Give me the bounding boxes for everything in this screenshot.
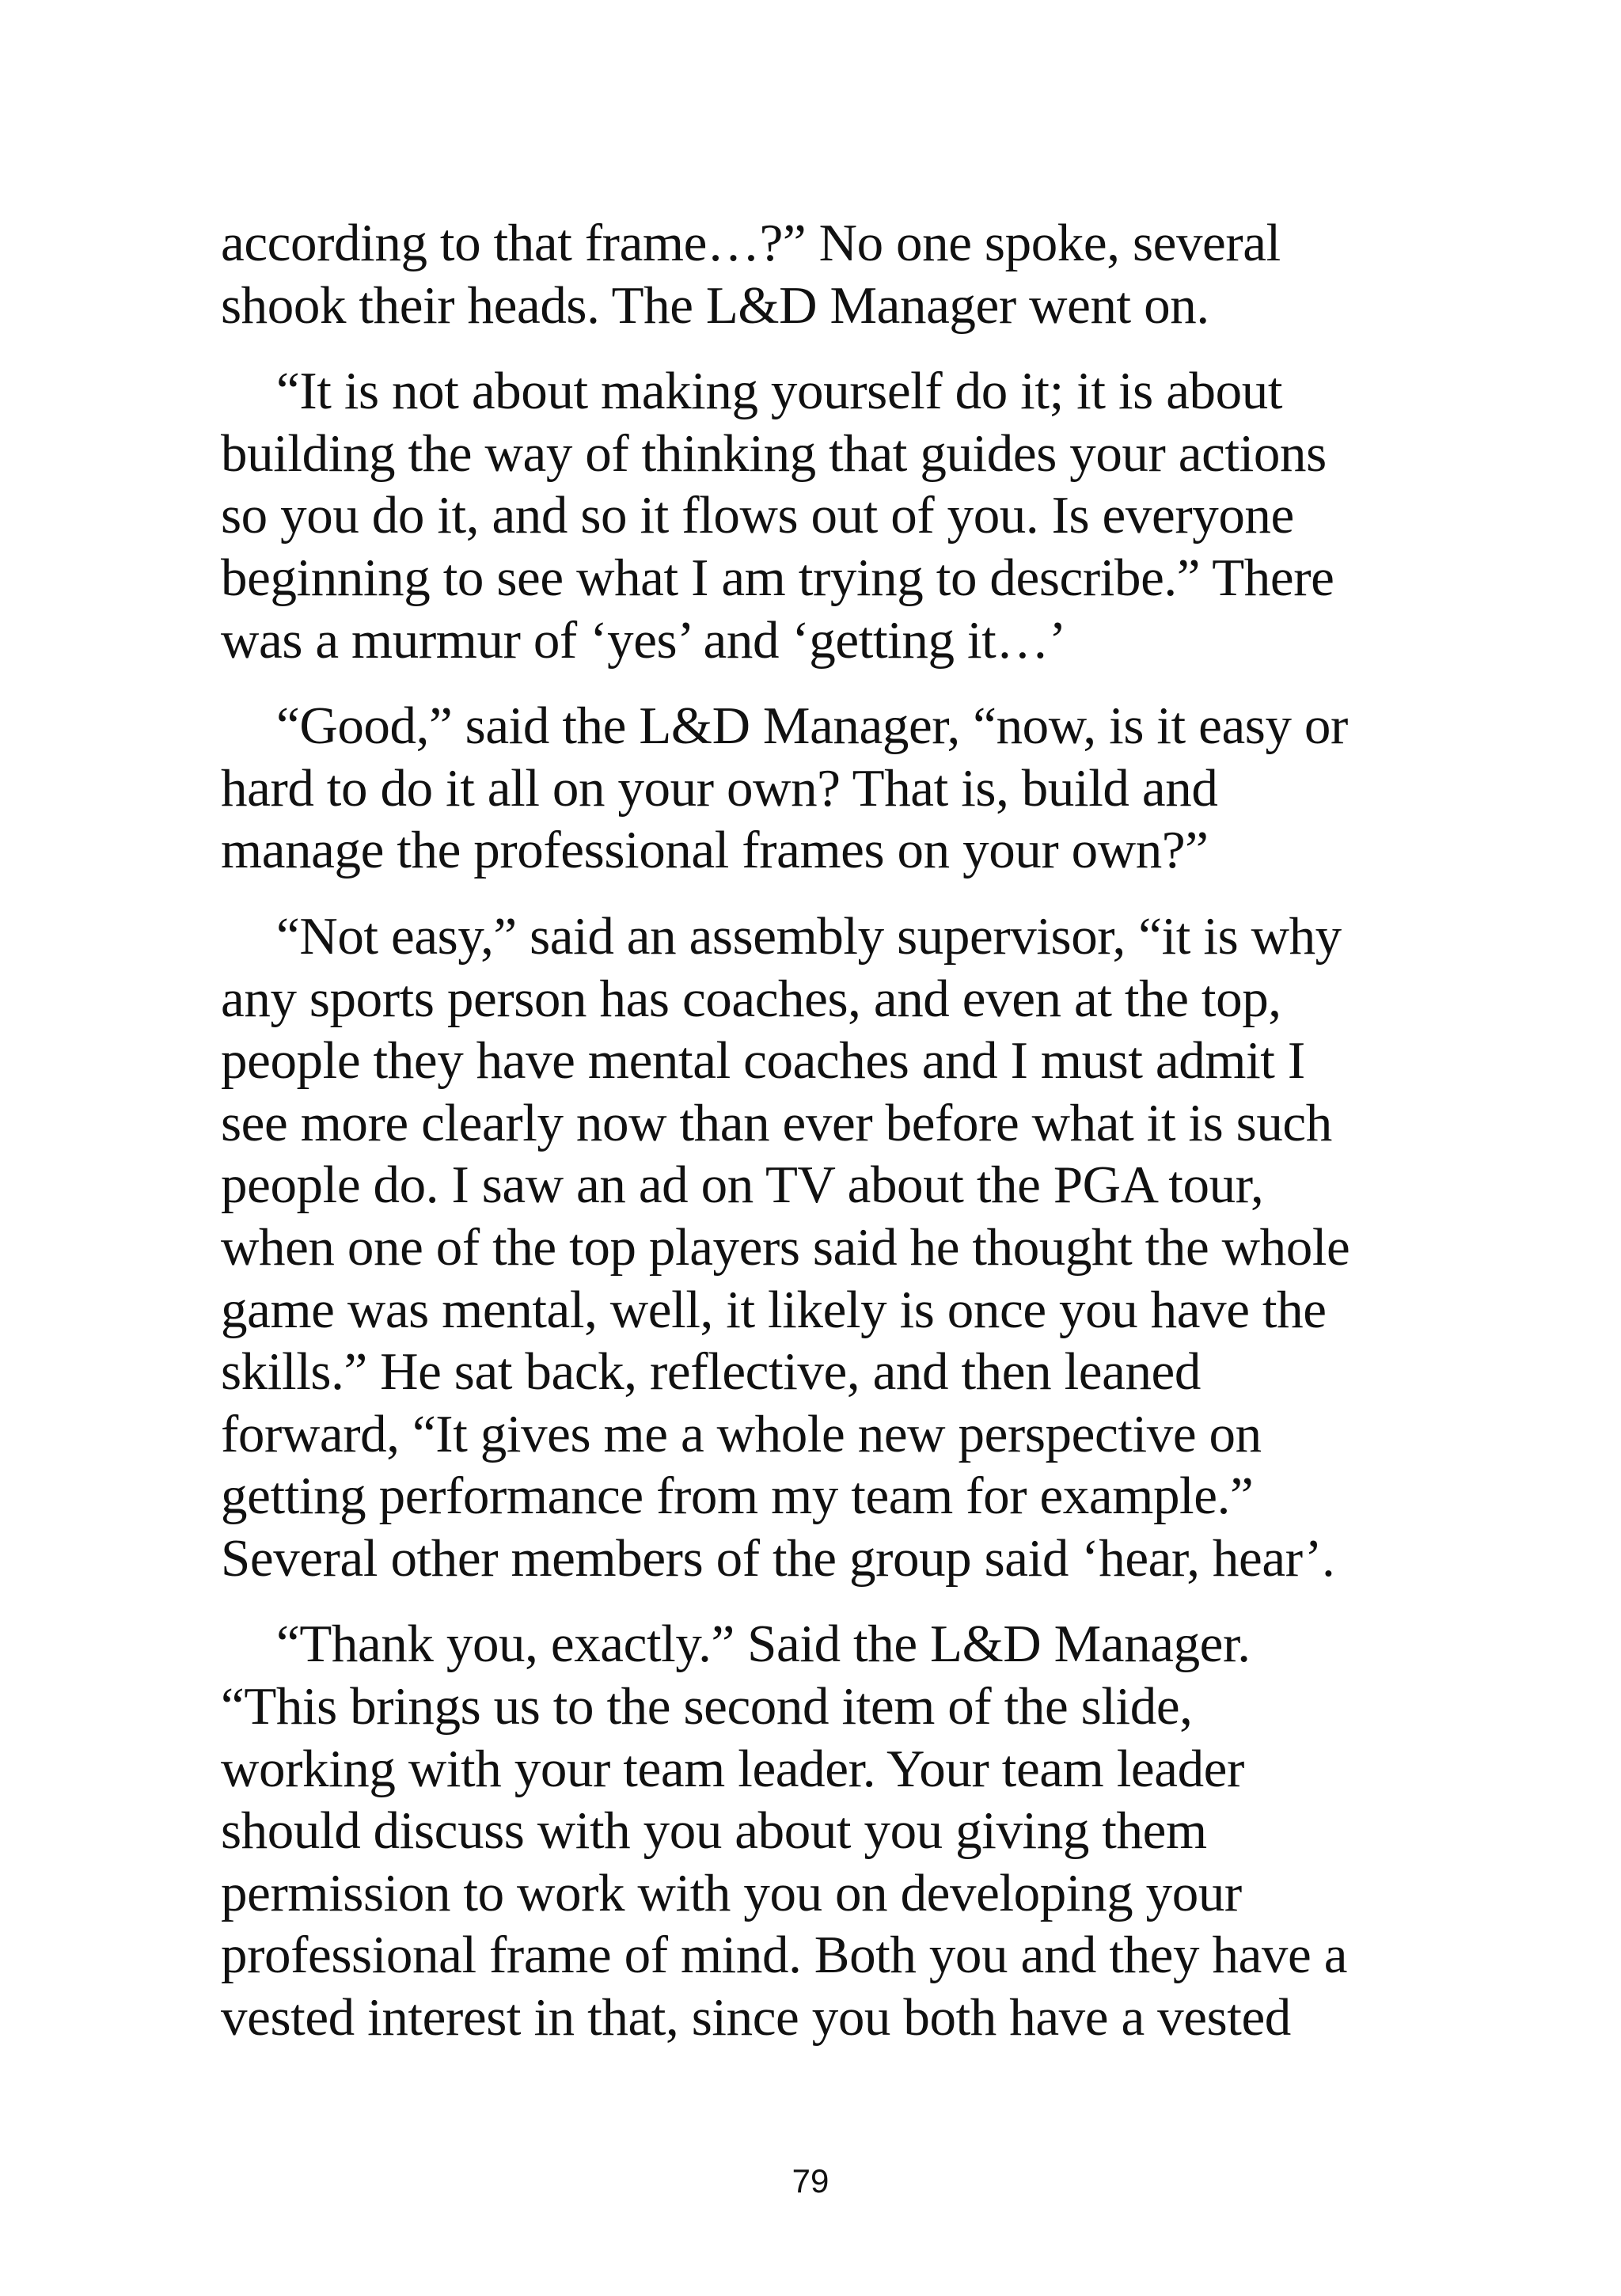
text-line: shook their heads. The L&D Manager went on.: [221, 275, 1209, 335]
text-line: vested interest in that, since you both have a vested: [221, 1988, 1291, 2047]
text-line: “This brings us to the second item of the slide,: [221, 1677, 1193, 1736]
text-line: “Good,” said the L&D Manager, “now, is it easy or: [276, 696, 1348, 756]
paragraph-3: [221, 695, 1424, 882]
paragraph-2: [221, 360, 1424, 671]
text-line: “It is not about making yourself do it; it is about: [276, 362, 1283, 421]
paragraph-1: [221, 212, 1424, 336]
text-line: when one of the top players said he thought the whole: [221, 1217, 1350, 1277]
text-line: Several other members of the group said ‘hear, hear’.: [221, 1528, 1335, 1588]
text-line: manage the professional frames on your own?”: [221, 821, 1209, 880]
text-line: was a murmur of ‘yes’ and ‘getting it…’: [221, 610, 1066, 670]
text-line: so you do it, and so it flows out of you. Is everyone: [221, 486, 1294, 545]
text-line: game was mental, well, it likely is once you have the: [221, 1280, 1327, 1339]
text-line: working with your team leader. Your team leader: [221, 1739, 1244, 1798]
body-text: [221, 212, 1424, 2073]
text-line: building the way of thinking that guides your actions: [221, 423, 1327, 483]
text-line: any sports person has coaches, and even at the top,: [221, 969, 1281, 1028]
text-line: beginning to see what I am trying to describe.” There: [221, 548, 1334, 607]
text-line: professional frame of mind. Both you and they have a: [221, 1926, 1348, 1985]
text-line: “Thank you, exactly.” Said the L&D Manager.: [276, 1615, 1251, 1674]
text-line: people they have mental coaches and I must admit I: [221, 1031, 1305, 1091]
text-line: “Not easy,” said an assembly supervisor, “it is why: [276, 906, 1342, 966]
text-line: permission to work with you on developing your: [221, 1863, 1242, 1922]
text-line: hard to do it all on your own? That is, build and: [221, 758, 1218, 818]
text-line: should discuss with you about you giving them: [221, 1801, 1207, 1861]
text-line: forward, “It gives me a whole new perspective on: [221, 1404, 1262, 1463]
page-number: 79: [792, 2162, 829, 2199]
text-line: people do. I saw an ad on TV about the PGA tour,: [221, 1156, 1264, 1215]
text-line: see more clearly now than ever before what it is such: [221, 1093, 1332, 1152]
paragraph-4: [221, 905, 1424, 1590]
text-line: getting performance from my team for example.”: [221, 1467, 1254, 1526]
text-line: skills.” He sat back, reflective, and then leaned: [221, 1342, 1201, 1402]
text-line: according to that frame…?” No one spoke, several: [221, 214, 1281, 272]
paragraph-5: [221, 1613, 1424, 2048]
